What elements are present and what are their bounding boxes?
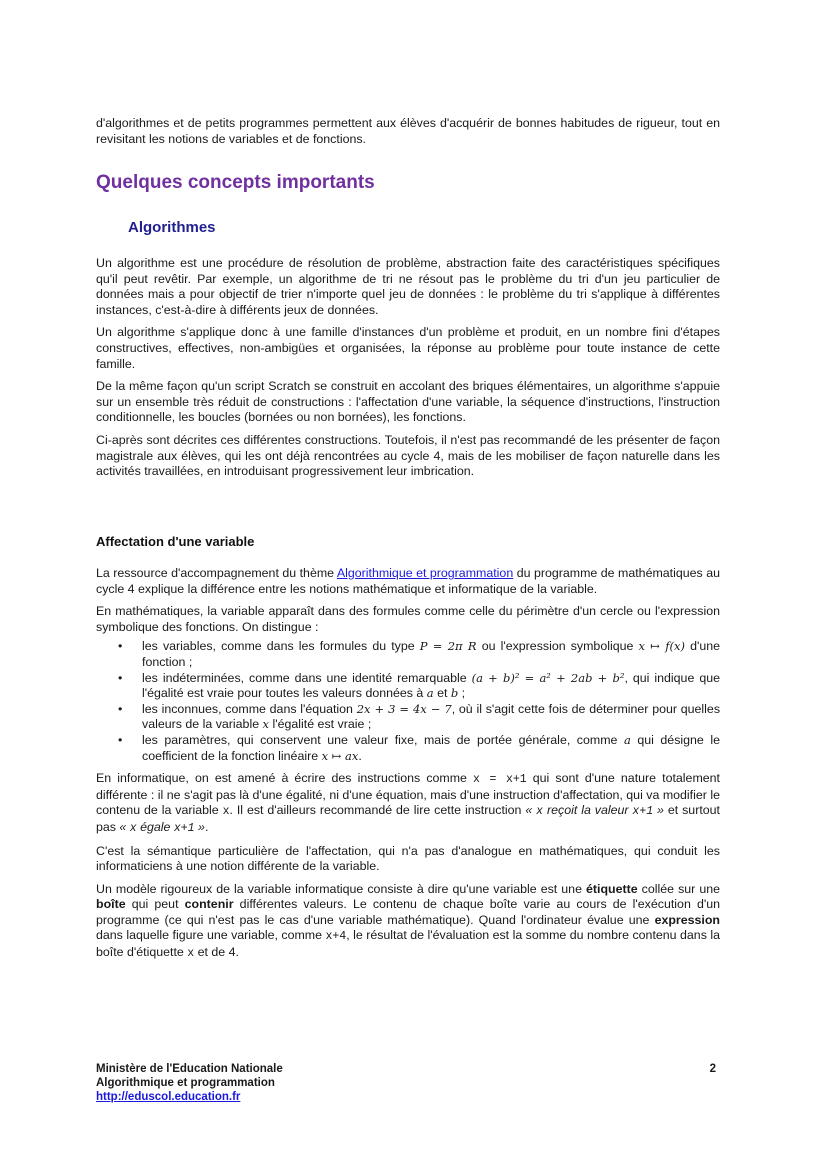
text-run: le problème du tri s'applique à différentes instances, c'est-à-dire à différents jeux de données.	[96, 287, 721, 317]
code-snippet: x+4	[325, 930, 347, 944]
bullet-icon: •	[118, 701, 123, 716]
quote-mark: »	[653, 803, 664, 818]
text-run: ou l'expression symbolique	[476, 639, 639, 654]
text-run: .	[204, 819, 209, 834]
bullet-icon: •	[118, 732, 123, 747]
text-run: et de 4.	[194, 945, 239, 960]
bold-term: boîte	[96, 897, 126, 912]
text-run: . Il est d'ailleurs recommandé de lire cette instruction	[229, 803, 526, 818]
bullet-icon: •	[118, 639, 123, 654]
math-formula: (a + b)² = a² + 2ab + b²	[471, 670, 625, 685]
text-run: reçoit la valeur	[543, 803, 633, 818]
quote-mark: «	[525, 803, 537, 818]
code-snippet: x+1	[173, 821, 195, 835]
intro-paragraph: d'algorithmes et de petits programmes permettent aux élèves d'acquérir de bonnes habitudes de rigueur, tout en revisitant les notions de variables et de fonctions.	[96, 116, 720, 146]
text-run: , le résultat de l'évaluation est la somme du nombre contenu dans la boîte d'étiquette	[96, 928, 720, 960]
list-item	[118, 733, 720, 764]
variable-kinds-list	[96, 639, 720, 764]
text-run: collée sur une	[637, 881, 720, 896]
quote-mark: «	[119, 819, 130, 834]
text-run: Un modèle rigoureux de la variable informatique consiste à dire qu'une variable est une	[96, 881, 586, 896]
text-run: , où il s'agit cette fois de déterminer pour quelles valeurs de la variable	[142, 701, 721, 732]
affectation-section	[96, 534, 720, 962]
bullet-icon: •	[118, 670, 123, 685]
math-formula: x ↦ f(x)	[638, 639, 685, 654]
text-run: Un algorithme est une procédure de résolution de problème, abstraction faite des caractéristiques spécifiques qu'il peut revêtir. Par exemple, un algorithme de tri ne résout pas le problème du tri d'un jeu particulier de données mais a pour objectif de trier n'importe quel jeu de données :	[96, 256, 720, 302]
footer-ministry: Ministère de l'Education Nationale	[96, 1063, 283, 1075]
bold-term: expression	[654, 912, 720, 927]
code-snippet: x+1	[632, 805, 654, 819]
math-formula: b	[450, 686, 459, 701]
algorithmes-paragraph-2: Un algorithme s'applique donc à une famille d'instances d'un problème et produit, en un nombre fini d'étapes constructives, effectives, non-ambigües et organisées, la réponse au problème pour toute instance de cette famille.	[96, 325, 720, 371]
bold-term: contenir	[184, 897, 234, 912]
quote-mark: »	[194, 819, 205, 834]
math-formula: x	[262, 717, 270, 732]
affectation-paragraph-4: C'est la sémantique particulière de l'affectation, qui n'a pas d'analogue en mathématiques, qui conduit les informaticiens à une notion différente de la variable.	[96, 843, 720, 874]
math-formula: a	[623, 732, 631, 747]
algorithmes-section	[96, 256, 720, 480]
text-run: La ressource d'accompagnement du thème	[96, 566, 337, 580]
footer-eduscol-link[interactable]: http://eduscol.education.fr	[96, 1091, 241, 1103]
text-run: qui sont d'une nature totalement différente : il ne s'agit pas là d'une égalité, ni d'une équation, mais d'une instruction d'affectation, qui va modifier le contenu de la variable	[96, 771, 720, 818]
affectation-paragraph-2: En mathématiques, la variable apparaît dans des formules comme celle du périmètre d'un cercle ou l'expression symbolique des fonctions. On distingue :	[96, 604, 720, 634]
text-run: les variables, comme dans les formules du type	[142, 639, 420, 654]
affectation-paragraph-5	[96, 882, 720, 962]
list-item	[118, 639, 720, 670]
page-number: 2	[709, 1063, 716, 1075]
text-run: .	[358, 748, 362, 763]
math-formula: P = 2π R	[419, 639, 477, 654]
text-run: qui peut	[125, 897, 185, 912]
math-formula: 2x + 3 = 4x − 7	[356, 701, 452, 716]
footer-doc-title: Algorithmique et programmation	[96, 1077, 275, 1089]
code-snippet: x	[536, 805, 544, 819]
text-run: , qui indique que l'égalité est vraie pour toutes les valeurs données à	[142, 670, 720, 701]
list-item	[118, 702, 720, 733]
text-run: qui désigne le coefficient de la fonction linéaire	[142, 732, 720, 763]
math-formula: a	[426, 686, 434, 701]
algorithmes-paragraph-3: De la même façon qu'un script Scratch se construit en accolant des briques élémentaires, un algorithme s'appuie sur un ensemble très réduit de constructions : l'affectation d'une variable, la séquence d'instructions, l'instruction conditionnelle, les boucles (bornées ou non bornées), les fonctions.	[96, 379, 720, 425]
code-snippet: x	[187, 947, 195, 961]
text-run: les inconnues, comme dans l'équation	[142, 701, 357, 716]
text-run: et surtout pas	[96, 803, 720, 834]
text-run: l'égalité est vraie ;	[269, 717, 372, 732]
code-snippet: x	[129, 821, 137, 835]
list-item	[118, 671, 720, 702]
section-heading: Quelques concepts importants	[96, 172, 375, 193]
text-run: les indéterminées, comme dans une identité remarquable	[142, 670, 472, 685]
math-formula: x ↦ ax	[321, 748, 359, 763]
text-run: En informatique, on est amené à écrire des instructions comme	[96, 771, 474, 786]
subsection-heading-affectation: Affectation d'une variable	[96, 534, 255, 549]
page-footer	[96, 1062, 720, 1104]
affectation-paragraph-1	[96, 566, 720, 597]
text-run: les paramètres, qui conservent une valeur fixe, mais de portée générale, comme	[142, 732, 624, 747]
text-run: ;	[458, 686, 466, 701]
code-snippet: x = x+1	[473, 773, 527, 787]
text-run: égale	[136, 819, 174, 834]
text-run: du programme de mathématiques au cycle 4 explique la différence entre les notions mathématique et informatique de la variable.	[96, 566, 720, 596]
algorithmes-paragraph-4: Ci-après sont décrites ces différentes constructions. Toutefois, il n'est pas recommandé de les présenter de façon magistrale aux élèves, qui les ont déjà rencontrées au cycle 4, mais de les mobiliser de façon naturelle dans les activités travaillées, en introduisant progressivement leur imbrication.	[96, 432, 720, 479]
intro-section	[96, 116, 720, 147]
text-run: dans laquelle figure une variable, comme	[96, 928, 326, 943]
algorithmique-programmation-link[interactable]: Algorithmique et programmation	[336, 566, 514, 580]
algorithmes-paragraph-1	[96, 256, 720, 318]
bold-term: étiquette	[586, 881, 638, 896]
affectation-paragraph-3	[96, 771, 720, 836]
text-run: d'une fonction ;	[142, 639, 721, 669]
code-snippet: x	[222, 805, 230, 819]
text-run: et	[433, 686, 451, 701]
subsection-heading-algorithmes: Algorithmes	[128, 219, 216, 236]
text-run: différentes valeurs. Le contenu de chaque boîte varie au cours de l'exécution d'un programme (ce qui n'est pas le cas d'une variable mathématique). Quand l'ordinateur évalue une	[96, 897, 721, 927]
